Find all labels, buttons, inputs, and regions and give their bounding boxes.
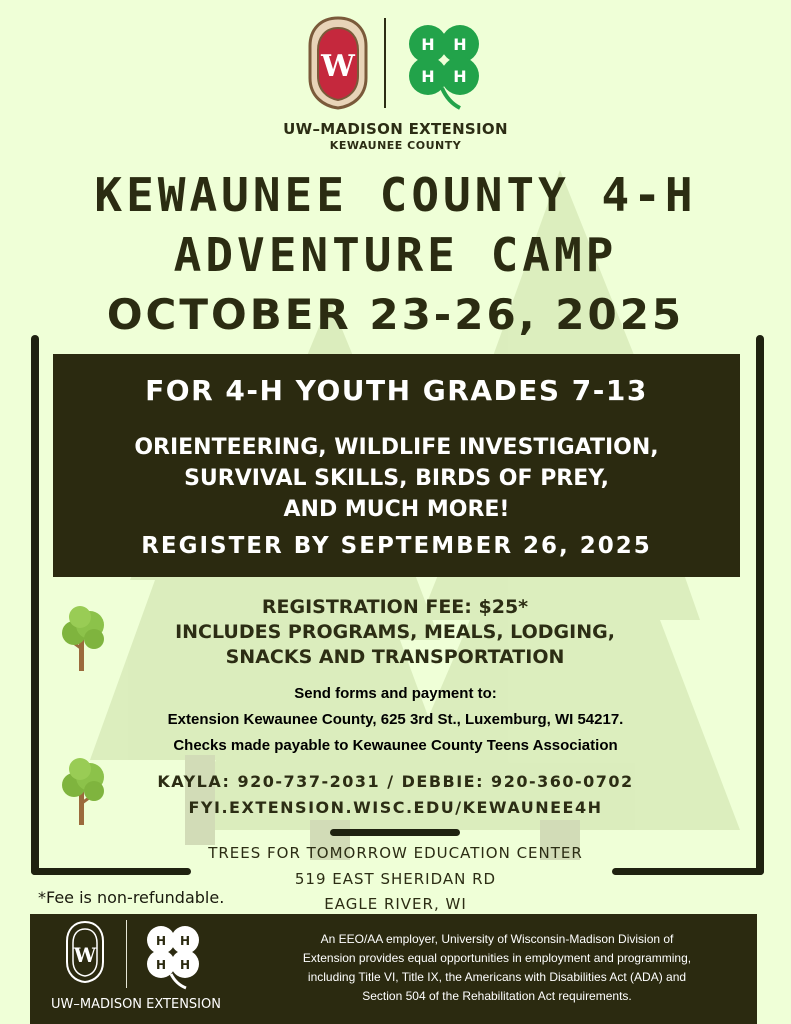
- website-text: FYI.EXTENSION.WISC.EDU/KEWAUNEE4H: [188, 798, 603, 817]
- activities-line: ORIENTEERING, WILDLIFE INVESTIGATION,: [134, 435, 659, 460]
- eeo-line: Section 504 of the Rehabilitation Act requirements.: [362, 989, 632, 1003]
- camp-title-line1: KEWAUNEE COUNTY 4-H: [94, 168, 697, 222]
- svg-text:H: H: [453, 67, 467, 86]
- svg-text:H: H: [179, 958, 191, 972]
- svg-text:H: H: [453, 35, 467, 54]
- extension-name: UW–MADISON EXTENSION: [283, 120, 508, 138]
- fee-info: [120, 595, 670, 670]
- uw-crest-icon: [305, 16, 371, 110]
- fee-amount: REGISTRATION FEE: $25*: [261, 596, 529, 618]
- fee-note: *Fee is non-refundable.: [38, 888, 225, 907]
- svg-text:H: H: [421, 67, 435, 86]
- uw-crest-icon: [64, 920, 106, 984]
- svg-text:W: W: [73, 943, 97, 967]
- eeo-line: including Title VI, Title IX, the Americans with Disabilities Act (ADA) and: [307, 970, 687, 984]
- frame-left-bar: [31, 335, 39, 875]
- camp-dates: OCTOBER 23-26, 2025: [106, 290, 685, 339]
- svg-text:H: H: [421, 35, 435, 54]
- svg-text:H: H: [179, 934, 191, 948]
- activities-line: AND MUCH MORE!: [283, 497, 510, 522]
- location-city: EAGLE RIVER, WI: [324, 895, 467, 913]
- frame-right-bar: [756, 335, 764, 875]
- svg-text:H: H: [155, 958, 167, 972]
- 4h-clover-icon: [398, 18, 490, 110]
- audience-text: FOR 4-H YOUTH GRADES 7-13: [145, 374, 648, 407]
- county-name: KEWAUNEE COUNTY: [329, 139, 462, 152]
- location-street: 519 EAST SHERIDAN RD: [294, 870, 497, 888]
- contact-phones: KAYLA: 920-737-2031 / DEBBIE: 920-360-0702: [157, 772, 634, 791]
- tree-icon: [58, 603, 108, 671]
- separator-bar: [330, 829, 460, 836]
- activities-line: SURVIVAL SKILLS, BIRDS OF PREY,: [184, 466, 609, 491]
- 4h-clover-icon: [138, 920, 208, 990]
- fee-includes: INCLUDES PROGRAMS, MEALS, LODGING,: [175, 621, 615, 643]
- payment-heading: Send forms and payment to:: [294, 685, 497, 702]
- footer-extension-name: UW–MADISON EXTENSION: [51, 997, 221, 1012]
- payment-address: Extension Kewaunee County, 625 3rd St., Luxemburg, WI 54217.: [167, 711, 624, 728]
- svg-text:W: W: [321, 49, 355, 84]
- eeo-line: Extension provides equal opportunities in employment and programming,: [302, 951, 692, 965]
- camp-title-line2: ADVENTURE CAMP: [173, 228, 618, 282]
- registration-deadline: REGISTER BY SEPTEMBER 26, 2025: [141, 533, 652, 559]
- activities-text: [53, 432, 740, 525]
- fee-includes: SNACKS AND TRANSPORTATION: [225, 646, 565, 668]
- logo-divider: [384, 18, 386, 108]
- footer-logo-divider: [126, 920, 127, 988]
- payment-payable: Checks made payable to Kewaunee County Teens Association: [173, 737, 618, 754]
- eeo-statement: [262, 930, 732, 1006]
- location-name: TREES FOR TOMORROW EDUCATION CENTER: [208, 844, 583, 862]
- eeo-line: An EEO/AA employer, University of Wisconsin-Madison Division of: [320, 932, 674, 946]
- svg-text:H: H: [155, 934, 167, 948]
